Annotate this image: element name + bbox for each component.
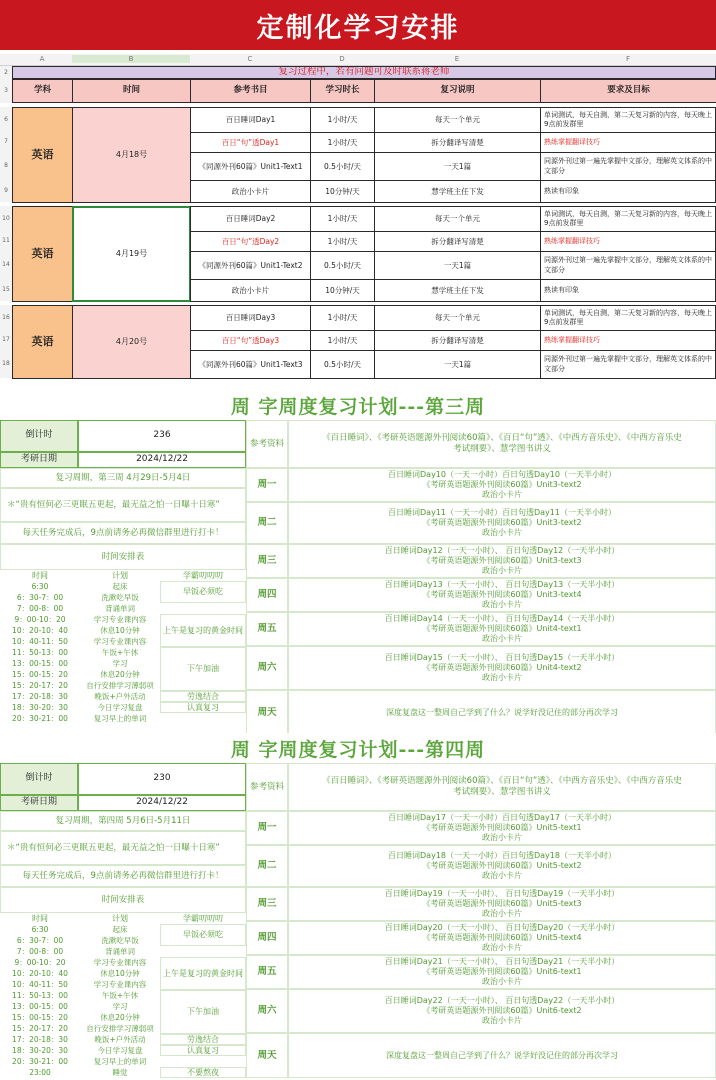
schedule-activity: 休息10分钟 (100, 625, 140, 635)
description-cell[interactable]: 慧学班主任下发 (374, 279, 541, 302)
task-line: 百日睡词Day10（一天一小时）百日句透Day10（一天半小时） (388, 470, 616, 479)
schedule-time: 6:30 (31, 581, 49, 591)
schedule-activity: 午饭+午休 (101, 647, 139, 657)
column-letter[interactable]: A (39, 55, 45, 63)
weekday-tasks (288, 845, 716, 887)
task-line: 《考研英语题源外刊阅读60篇》Unit5-text1 (422, 823, 582, 832)
book-cell[interactable]: 百日睡词Day1 (190, 107, 311, 133)
schedule-time: 15：00-15：20 (12, 669, 68, 679)
goal-cell[interactable]: 单词测试，每天自测，第二天复习新的内容，每天晚上9点前发群里 (540, 206, 716, 232)
row-number[interactable]: 8 (0, 152, 12, 180)
schedule-tip: 上午是复习的黄金时间 (160, 957, 246, 990)
schedule-head-plan: 计划 (112, 570, 128, 580)
date-cell[interactable]: 4月20号 (72, 305, 191, 379)
task-line: 《考研英语题源外刊阅读60篇》Unit5-text2 (422, 861, 582, 870)
column-header-bar (0, 54, 716, 66)
schedule-time: 23:00 (29, 1067, 51, 1077)
row-number[interactable]: 9 (0, 180, 12, 202)
checkin-note: 每天任务完成后，9点前请务必再微信群里进行打卡！ (0, 865, 246, 887)
description-cell[interactable]: 每天一个单元 (374, 305, 541, 331)
goal-cell[interactable]: 熟练掌握翻译技巧 (540, 132, 716, 153)
schedule-time: 6：30-7：00 (16, 592, 64, 602)
description-cell[interactable]: 拆分翻译写清楚 (374, 330, 541, 351)
schedule-time: 15：00-15：20 (12, 1012, 68, 1022)
exam-date-label: 考研日期 (0, 452, 78, 468)
book-cell[interactable]: 百日睡词Day3 (190, 305, 311, 331)
schedule-tip: 上午是复习的黄金时间 (160, 614, 246, 647)
column-header-3: 参考书目 (190, 79, 311, 103)
schedule-activity: 洗漱吃早饭 (101, 935, 139, 945)
week4-plan (0, 733, 716, 1078)
column-header-4: 学习时长 (310, 79, 375, 103)
task-line: 《考研英语题源外刊阅读60篇》Unit3-text2 (422, 518, 582, 527)
column-header-6: 要求及目标 (540, 79, 716, 103)
checkin-note: 每天任务完成后，9点前请务必再微信群里进行打卡！ (0, 522, 246, 544)
row-number[interactable]: 18 (0, 350, 12, 378)
goal-cell[interactable]: 同源外刊过第一遍先掌握中文部分，理解英文体系的中文部分 (540, 350, 716, 379)
task-line: 百日睡词Day17（一天一小时）百日句透Day17（一天半小时） (388, 813, 616, 822)
schedule-head-plan: 计划 (112, 913, 128, 923)
row-number[interactable]: 11 (0, 231, 12, 251)
weekday-tasks (288, 468, 716, 502)
book-cell[interactable]: 《同源外刊60篇》Unit1-Text3 (190, 350, 311, 379)
task-line: 政治小卡片 (482, 634, 522, 643)
schedule-time: 7：00-8：00 (16, 603, 64, 613)
task-line: 百日睡词Day11（一天一小时）百日句透Day11（一天半小时） (388, 508, 616, 517)
countdown-value: 236 (78, 420, 246, 452)
weekday-label: 周五 (246, 612, 288, 646)
task-line: 政治小卡片 (482, 1016, 522, 1025)
task-line: 《考研英语题源外刊阅读60篇》Unit3-text4 (422, 590, 582, 599)
task-line: 百日睡词Day20（一天一小时）、 百日句透Day20（一天半小时） (384, 923, 620, 932)
goal-cell[interactable]: 同源外刊过第一遍先掌握中文部分，理解英文体系的中文部分 (540, 251, 716, 280)
description-cell[interactable]: 每天一个单元 (374, 206, 541, 232)
row-number[interactable]: 3 (0, 79, 12, 103)
task-line: 百日睡词Day21（一天一小时）、 百日句透Day21（一天半小时） (384, 957, 620, 966)
subject-cell[interactable]: 英语 (12, 206, 73, 302)
schedule-activity: 今日学习复盘 (97, 1045, 143, 1055)
page-banner-title: 定制化学习安排 (0, 0, 716, 50)
task-line: 政治小卡片 (482, 673, 522, 682)
weekday-label: 周三 (246, 544, 288, 578)
schedule-activity: 晚饭+户外活动 (94, 1034, 146, 1044)
duration-cell[interactable]: 1小时/天 (310, 305, 375, 331)
schedule-activity: 学习专业课内容 (93, 614, 147, 624)
schedule-activity: 学习专业课内容 (93, 636, 147, 646)
schedule-time: 10：40-11：50 (12, 979, 68, 989)
task-line: 百日睡词Day15（一天一小时）、 百日句透Day15（一天半小时） (384, 653, 620, 662)
task-line: 《考研英语题源外刊阅读60篇》Unit4-text2 (422, 663, 582, 672)
schedule-time: 15：20-17：20 (12, 1023, 68, 1033)
schedule-tip: 早饭必须吃 (160, 924, 246, 946)
duration-cell[interactable]: 1小时/天 (310, 107, 375, 133)
weekday-tasks (288, 646, 716, 690)
schedule-time: 11：50-13：00 (12, 990, 68, 1000)
goal-cell[interactable]: 单词测试，每天自测，第二天复习新的内容，每天晚上9点前发群里 (540, 305, 716, 331)
description-cell[interactable]: 慧学班主任下发 (374, 180, 541, 203)
book-cell[interactable]: 百日“句”透Day2 (190, 231, 311, 252)
task-line: 政治小卡片 (482, 566, 522, 575)
schedule-tip: 下午加油 (160, 647, 246, 691)
schedule-tip: 劳逸结合 (160, 691, 246, 702)
task-line: 政治小卡片 (482, 833, 522, 842)
schedule-head-tips: 学霸叨叨叨 (183, 570, 223, 580)
weekday-tasks (288, 612, 716, 646)
task-line: 政治小卡片 (482, 943, 522, 952)
description-cell[interactable]: 一天1篇 (374, 152, 541, 181)
row-number[interactable]: 14 (0, 251, 12, 279)
description-cell[interactable]: 一天1篇 (374, 350, 541, 379)
column-letter[interactable]: E (454, 55, 460, 63)
schedule-head-tips: 学霸叨叨叨 (183, 913, 223, 923)
task-line: 政治小卡片 (482, 490, 522, 499)
schedule-time: 6：30-7：00 (16, 935, 64, 945)
schedule-time: 9：00-10：20 (14, 957, 66, 967)
schedule-activity: 休息10分钟 (100, 968, 140, 978)
weekday-label: 周天 (246, 1033, 288, 1078)
weekday-tasks (288, 887, 716, 921)
reference-label: 参考资料 (246, 420, 288, 468)
task-line: 政治小卡片 (482, 871, 522, 880)
weekday-tasks (288, 1033, 716, 1078)
row-number[interactable]: 2 (0, 66, 12, 79)
schedule-time: 7：00-8：00 (16, 946, 64, 956)
row-number[interactable]: 17 (0, 330, 12, 350)
duration-cell[interactable]: 10分钟/天 (310, 180, 375, 203)
column-letter[interactable]: C (247, 55, 253, 63)
row-number[interactable]: 6 (0, 107, 12, 132)
weekday-label: 周二 (246, 502, 288, 544)
duration-cell[interactable]: 10分钟/天 (310, 279, 375, 302)
task-line: 百日睡词Day18（一天一小时）百日句透Day18（一天半小时） (388, 851, 616, 860)
schedule-time: 17：20-18：30 (12, 691, 68, 701)
notice-banner: 复习过程中，若有问题可及时联系蒋老师 (12, 66, 716, 79)
weekday-label: 周二 (246, 845, 288, 887)
schedule-time: 20：30-21：00 (12, 1056, 68, 1066)
schedule-head-time: 时间 (32, 913, 48, 923)
task-line: 百日睡词Day19（一天一小时）、 百日句透Day19（一天半小时） (384, 889, 620, 898)
weekday-tasks (288, 989, 716, 1033)
column-header-1: 学科 (12, 79, 73, 103)
schedule-title: 时间安排表 (0, 544, 246, 570)
book-cell[interactable]: 《同源外刊60篇》Unit1-Text2 (190, 251, 311, 280)
weekday-label: 周六 (246, 646, 288, 690)
schedule-activity: 洗漱吃早饭 (101, 592, 139, 602)
task-line: 百日睡词Day22（一天一小时）、 百日句透Day22（一天半小时） (384, 996, 620, 1005)
review-period: 复习周期，第三周 4月29日-5月4日 (0, 468, 246, 488)
book-cell[interactable]: 百日“句”透Day1 (190, 132, 311, 153)
weekday-tasks (288, 811, 716, 845)
task-line: 《考研英语题源外刊阅读60篇》Unit6-text2 (422, 1006, 582, 1015)
weekday-tasks (288, 955, 716, 989)
reference-text: 《百日睡词》、《考研英语题源外刊阅读60篇》、《百日“句”透》、《中西方音乐史》、《中西方音乐史考试纲要》、慧学图书讲义 (288, 763, 716, 811)
book-cell[interactable]: 政治小卡片 (190, 180, 311, 203)
schedule-activity: 学习专业课内容 (93, 979, 147, 989)
column-letter[interactable]: F (625, 55, 631, 63)
exam-date-value: 2024/12/22 (78, 452, 246, 468)
weekday-label: 周一 (246, 811, 288, 845)
weekday-tasks (288, 578, 716, 612)
schedule-time: 10：20-10：40 (12, 968, 68, 978)
schedule-tip: 认真复习 (160, 1045, 246, 1056)
weekday-label: 周天 (246, 690, 288, 735)
schedule-time: 15：20-17：20 (12, 680, 68, 690)
task-line: 百日睡词Day13（一天一小时）、 百日句透Day13（一天半小时） (384, 580, 620, 589)
goal-cell[interactable]: 同源外刊过第一遍先掌握中文部分，理解英文体系的中文部分 (540, 152, 716, 181)
task-line: 政治小卡片 (482, 909, 522, 918)
reference-text: 《百日睡词》、《考研英语题源外刊阅读60篇》、《百日“句”透》、《中西方音乐史》、《中西方音乐史考试纲要》、慧学图书讲义 (288, 420, 716, 468)
weekday-tasks (288, 921, 716, 955)
task-line: 《考研英语题源外刊阅读60篇》Unit4-text1 (422, 624, 582, 633)
date-cell[interactable]: 4月19号 (72, 206, 191, 302)
schedule-activity: 起床 (112, 581, 128, 591)
schedule-activity: 复习早上的单词 (93, 713, 147, 723)
reference-label: 参考资料 (246, 763, 288, 811)
schedule-activity: 起床 (112, 924, 128, 934)
row-number[interactable]: 7 (0, 132, 12, 152)
book-cell[interactable]: 百日睡词Day2 (190, 206, 311, 232)
task-line: 《考研英语题源外刊阅读60篇》Unit5-text4 (422, 933, 582, 942)
task-line: 《考研英语题源外刊阅读60篇》Unit6-text1 (422, 967, 582, 976)
schedule-tip: 不要熬夜 (160, 1067, 246, 1078)
schedule-tip: 认真复习 (160, 702, 246, 713)
goal-cell[interactable]: 熟练掌握翻译技巧 (540, 231, 716, 252)
duration-cell[interactable]: 1小时/天 (310, 231, 375, 252)
task-line: 《考研英语题源外刊阅读60篇》Unit3-text2 (422, 480, 582, 489)
schedule-activity: 学习 (112, 658, 128, 668)
schedule-activity: 复习早上的单词 (93, 1056, 147, 1066)
schedule-time: 13：00-15：00 (12, 658, 68, 668)
weekday-label: 周四 (246, 921, 288, 955)
schedule-time: 11：50-13：00 (12, 647, 68, 657)
book-cell[interactable]: 《同源外刊60篇》Unit1-Text1 (190, 152, 311, 181)
schedule-time: 6:30 (31, 924, 49, 934)
subject-cell[interactable]: 英语 (12, 107, 73, 203)
schedule-time: 17：20-18：30 (12, 1034, 68, 1044)
description-cell[interactable]: 拆分翻译写清楚 (374, 132, 541, 153)
weekday-tasks (288, 502, 716, 544)
book-cell[interactable]: 政治小卡片 (190, 279, 311, 302)
schedule-activity: 午饭+午休 (101, 990, 139, 1000)
schedule-time: 13：00-15：00 (12, 1001, 68, 1011)
schedule-head-time: 时间 (32, 570, 48, 580)
row-number[interactable]: 15 (0, 279, 12, 301)
duration-cell[interactable]: 0.5小时/天 (310, 152, 375, 181)
duration-cell[interactable]: 1小时/天 (310, 206, 375, 232)
schedule-activity: 今日学习复盘 (97, 702, 143, 712)
schedule-activity: 休息20分钟 (100, 669, 140, 679)
plan-title: 周 字周度复习计划---第四周 (230, 738, 486, 761)
row-number[interactable]: 16 (0, 305, 12, 330)
book-cell[interactable]: 百日“句”透Day3 (190, 330, 311, 351)
task-line: 政治小卡片 (482, 528, 522, 537)
schedule-tip: 劳逸结合 (160, 1034, 246, 1045)
column-letter[interactable]: D (339, 55, 345, 63)
schedule-activity: 学习 (112, 1001, 128, 1011)
schedule-activity: 自行安排学习薄弱项 (86, 680, 154, 690)
weekday-label: 周五 (246, 955, 288, 989)
task-line: 《考研英语题源外刊阅读60篇》Unit3-text3 (422, 556, 582, 565)
weekday-tasks (288, 544, 716, 578)
schedule-title: 时间安排表 (0, 887, 246, 913)
description-cell[interactable]: 一天1篇 (374, 251, 541, 280)
motto-text: ＊“贵有恒何必三更眠五更起，最无益之怕一日曝十日寒” (0, 488, 246, 522)
schedule-tip: 早饭必须吃 (160, 581, 246, 603)
schedule-activity: 背诵单词 (105, 946, 135, 956)
duration-cell[interactable]: 1小时/天 (310, 132, 375, 153)
task-line: 《考研英语题源外刊阅读60篇》Unit5-text3 (422, 899, 582, 908)
schedule-activity: 学习专业课内容 (93, 957, 147, 967)
goal-cell[interactable]: 熟读有印象 (540, 180, 716, 203)
spreadsheet-view[interactable] (0, 50, 716, 390)
schedule-activity: 晚饭+户外活动 (94, 691, 146, 701)
schedule-activity: 自行安排学习薄弱项 (86, 1023, 154, 1033)
plan-title: 周 字周度复习计划---第三周 (230, 395, 486, 418)
countdown-label: 倒计时 (0, 420, 78, 452)
schedule-time: 9：00-10：20 (14, 614, 66, 624)
date-cell[interactable]: 4月18号 (72, 107, 191, 203)
countdown-value: 230 (78, 763, 246, 795)
description-cell[interactable]: 拆分翻译写清楚 (374, 231, 541, 252)
schedule-activity: 睡觉 (112, 1067, 128, 1077)
schedule-time: 10：40-11：50 (12, 636, 68, 646)
task-line: 政治小卡片 (482, 977, 522, 986)
weekday-tasks (288, 690, 716, 735)
column-letter[interactable]: B (72, 55, 190, 63)
schedule-time: 18：30-20：30 (12, 702, 68, 712)
task-line: 百日睡词Day12（一天一小时）、 百日句透Day12（一天半小时） (384, 546, 620, 555)
task-line: 百日睡词Day14（一天一小时）、 百日句透Day14（一天半小时） (384, 614, 620, 623)
duration-cell[interactable]: 0.5小时/天 (310, 350, 375, 379)
weekday-label: 周三 (246, 887, 288, 921)
duration-cell[interactable]: 0.5小时/天 (310, 251, 375, 280)
schedule-activity: 背诵单词 (105, 603, 135, 613)
schedule-time: 20：30-21：00 (12, 713, 68, 723)
exam-date-value: 2024/12/22 (78, 795, 246, 811)
weekday-label: 周六 (246, 989, 288, 1033)
exam-date-label: 考研日期 (0, 795, 78, 811)
duration-cell[interactable]: 1小时/天 (310, 330, 375, 351)
schedule-activity: 休息20分钟 (100, 1012, 140, 1022)
column-header-2: 时间 (72, 79, 191, 103)
column-header-5: 复习说明 (374, 79, 541, 103)
weekday-label: 周四 (246, 578, 288, 612)
weekday-label: 周一 (246, 468, 288, 502)
subject-cell[interactable]: 英语 (12, 305, 73, 379)
week3-plan (0, 390, 716, 735)
schedule-time: 18：30-20：30 (12, 1045, 68, 1055)
goal-cell[interactable]: 熟练掌握翻译技巧 (540, 330, 716, 351)
task-line: 深度复盘这一整周自己学到了什么？说学好没记住的部分再次学习 (386, 1050, 618, 1060)
description-cell[interactable]: 每天一个单元 (374, 107, 541, 133)
row-number[interactable]: 10 (0, 206, 12, 231)
task-line: 政治小卡片 (482, 600, 522, 609)
schedule-tip: 下午加油 (160, 990, 246, 1034)
countdown-label: 倒计时 (0, 763, 78, 795)
schedule-time: 10：20-10：40 (12, 625, 68, 635)
review-period: 复习周期，第四周 5月6日-5月11日 (0, 811, 246, 831)
goal-cell[interactable]: 熟读有印象 (540, 279, 716, 302)
task-line: 深度复盘这一整周自己学到了什么？说学好没记住的部分再次学习 (386, 707, 618, 717)
goal-cell[interactable]: 单词测试，每天自测，第二天复习新的内容，每天晚上9点前发群里 (540, 107, 716, 133)
motto-text: ＊“贵有恒何必三更眠五更起，最无益之怕一日曝十日寒” (0, 831, 246, 865)
